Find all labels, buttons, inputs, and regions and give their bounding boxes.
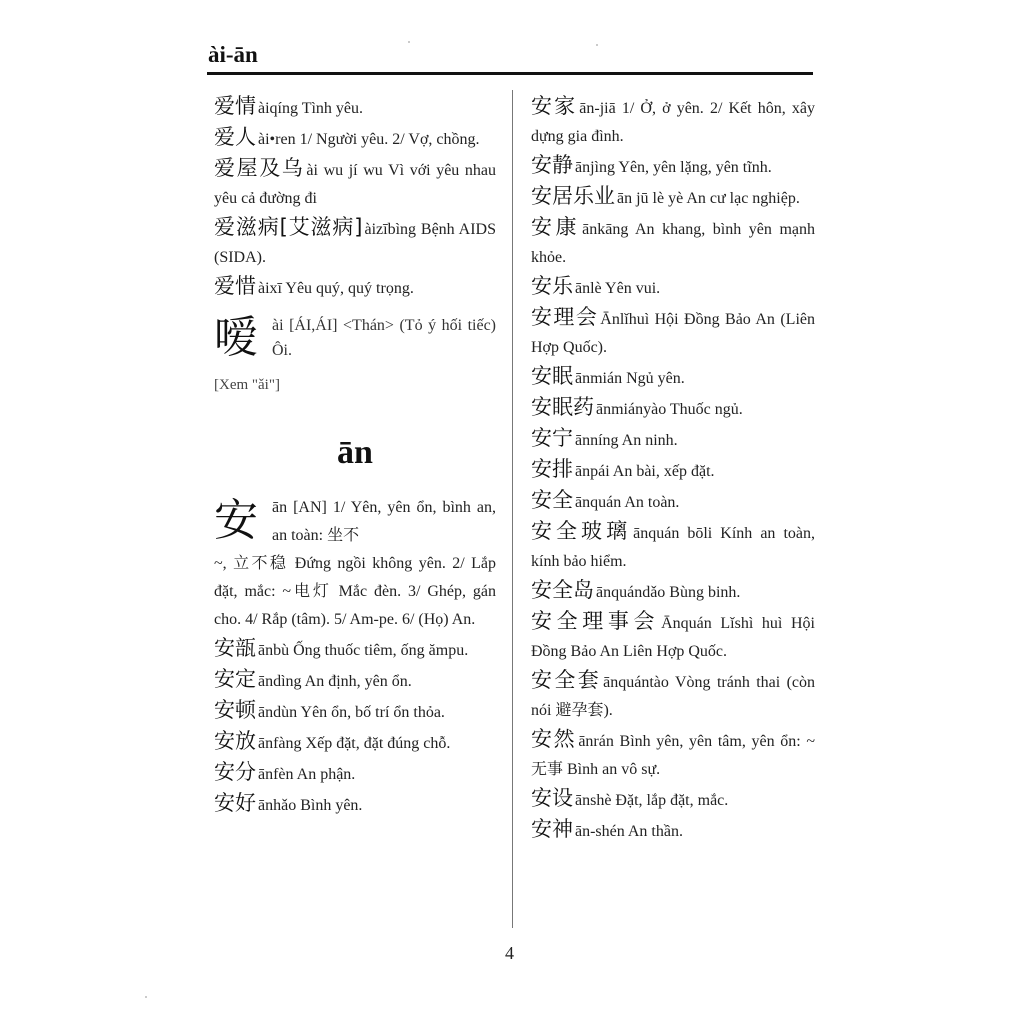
entry-definition: ānfàng Xếp đặt, đặt đúng chỗ. <box>258 735 451 752</box>
dictionary-entry <box>531 607 815 666</box>
entry-definition: ānhǎo Bình yên. <box>258 797 363 814</box>
entry-headword: 安分 <box>214 760 256 784</box>
dictionary-entry <box>531 815 815 846</box>
dictionary-entry <box>214 92 496 123</box>
entry-headword: 安神 <box>531 817 573 841</box>
entry-headword: 爱情 <box>214 94 256 118</box>
dictionary-entry <box>214 696 496 727</box>
entry-definition-first: ān [AN] 1/ Yên, yên ổn, bình an, an toàn: 坐不 <box>272 499 496 544</box>
entry-definition: ānjìng Yên, yên lặng, yên tĩnh. <box>575 159 772 176</box>
dictionary-entry <box>214 154 496 213</box>
entry-headword: 安定 <box>214 667 256 691</box>
entry-headword: 安全玻璃 <box>531 519 632 543</box>
entry-definition: ài•ren 1/ Người yêu. 2/ Vợ, chồng. <box>258 131 480 148</box>
dictionary-entry <box>531 486 815 517</box>
dictionary-entry <box>214 758 496 789</box>
dictionary-entry <box>531 517 815 576</box>
entry-definition: ān-shén An thần. <box>575 823 683 840</box>
entry-headword: 安排 <box>531 457 573 481</box>
scan-speck <box>596 44 598 46</box>
header-rule <box>207 72 813 75</box>
dictionary-entry <box>531 725 815 784</box>
entry-headword-large: 嗳 <box>214 312 258 363</box>
entry-headword: 安康 <box>531 215 581 239</box>
entry-definition: Ānlǐhuì Hội Đồng Bảo An (Liên Hợp Quốc). <box>531 311 815 356</box>
entry-headword: 爱滋病[艾滋病] <box>214 215 363 239</box>
entry-definition: ānpái An bài, xếp đặt. <box>575 463 715 480</box>
entry-headword: 安家 <box>531 94 578 118</box>
entry-definition: ān-jiā 1/ Ở, ở yên. 2/ Kết hôn, xây dựng gia đình. <box>531 100 816 145</box>
dictionary-entry <box>214 634 496 665</box>
entry-definition: ānníng An ninh. <box>575 432 678 449</box>
left-entries-bottom <box>214 634 496 820</box>
entry-definition: ānquán bōli Kính an toàn, kính bảo hiểm. <box>531 525 815 570</box>
entry-headword: 安好 <box>214 791 256 815</box>
entry-definition-continued: ~, 立不稳 Đứng ngồi không yên. 2/ Lắp đặt, mắc: ~电灯 Mắc đèn. 3/ Ghép, gán cho. 4/ Rắp (tâm). 5/ Am-pe. 6/ (Họ) An. <box>214 555 496 628</box>
entry-headword-large: 安 <box>214 495 258 546</box>
entry-definition: ānrán Bình yên, yên tâm, yên ổn: ~ 无事 Bình an vô sự. <box>531 733 816 778</box>
entry-definition: ài wu jí wu Vì với yêu nhau yêu cả đường đi <box>214 162 497 207</box>
entry-headword: 安全岛 <box>531 578 594 602</box>
dictionary-entry-ai <box>214 313 496 371</box>
entry-headword: 安理会 <box>531 305 599 329</box>
entry-headword: 安瓿 <box>214 636 256 660</box>
entry-definition: ānmián Ngủ yên. <box>575 370 685 387</box>
entry-headword: 爱屋及乌 <box>214 156 305 180</box>
scan-speck <box>145 996 147 998</box>
cross-reference: [Xem "ǎi"] <box>214 377 280 393</box>
entry-headword: 安全套 <box>531 668 602 692</box>
dictionary-entry <box>531 303 815 362</box>
entry-definition: ānbù Ống thuốc tiêm, ống ămpu. <box>258 642 469 659</box>
dictionary-entry <box>531 92 815 151</box>
page-number: 4 <box>505 943 514 963</box>
dictionary-entry <box>214 789 496 820</box>
entry-definition: ānmiányào Thuốc ngủ. <box>596 401 743 418</box>
entry-definition: ānshè Đặt, lắp đặt, mắc. <box>575 792 729 809</box>
entry-headword: 爱惜 <box>214 274 256 298</box>
entry-headword: 安设 <box>531 786 573 810</box>
entry-headword: 安眠药 <box>531 395 594 419</box>
dictionary-entry <box>531 393 815 424</box>
dictionary-entry-an <box>214 494 496 634</box>
entry-headword: 安宁 <box>531 426 573 450</box>
entry-headword: 安顿 <box>214 698 256 722</box>
dictionary-entry <box>531 666 815 725</box>
entry-definition: àizībìng Bệnh AIDS (SIDA). <box>214 221 497 266</box>
entry-headword: 安放 <box>214 729 256 753</box>
entry-headword: 安居乐业 <box>531 184 615 208</box>
right-column <box>531 92 815 846</box>
entry-definition: ānlè Yên vui. <box>575 280 661 297</box>
dictionary-entry <box>531 784 815 815</box>
dictionary-entry <box>531 213 815 272</box>
left-column <box>214 92 496 820</box>
entry-headword: 安然 <box>531 727 577 751</box>
entry-definition: ānquándǎo Bùng binh. <box>596 584 741 601</box>
dictionary-entry <box>531 272 815 303</box>
entry-headword: 安静 <box>531 153 573 177</box>
entry-definition: Ānquán Lǐshì huì Hội Đồng Bảo An Liên Hợp Quốc. <box>531 615 815 660</box>
entry-definition: ānfèn An phận. <box>258 766 356 783</box>
page-header-title: ài-ān <box>208 42 258 67</box>
entry-definition: ān jū lè yè An cư lạc nghiệp. <box>617 190 800 207</box>
dictionary-entry <box>531 424 815 455</box>
dictionary-entry <box>214 123 496 154</box>
dictionary-entry <box>214 665 496 696</box>
dictionary-entry <box>531 182 815 213</box>
entry-definition: ānquántào Vòng tránh thai (còn nói 避孕套). <box>531 674 816 719</box>
entry-definition: àixī Yêu quý, quý trọng. <box>258 280 414 297</box>
dictionary-entry <box>214 727 496 758</box>
column-divider <box>512 90 513 928</box>
dictionary-entry <box>531 576 815 607</box>
section-heading: ān <box>337 434 373 471</box>
dictionary-entry <box>214 213 496 272</box>
entry-headword: 安眠 <box>531 364 573 388</box>
entry-headword: 安全 <box>531 488 573 512</box>
entry-headword: 爱人 <box>214 125 256 149</box>
entry-definition: āndìng An định, yên ổn. <box>258 673 412 690</box>
entry-definition: àiqíng Tình yêu. <box>258 100 364 117</box>
dictionary-entry <box>531 151 815 182</box>
entry-definition: ài [ÁI,ÁI] <Thán> (Tỏ ý hối tiếc) Ôi. <box>272 317 496 359</box>
dictionary-entry <box>531 362 815 393</box>
entry-headword: 安乐 <box>531 274 573 298</box>
right-entries <box>531 92 815 846</box>
scan-speck <box>408 41 410 43</box>
dictionary-entry <box>214 272 496 303</box>
left-entries-top <box>214 92 496 303</box>
entry-definition: ānquán An toàn. <box>575 494 680 511</box>
dictionary-entry <box>531 455 815 486</box>
entry-definition: āndùn Yên ổn, bố trí ổn thỏa. <box>258 704 445 721</box>
entry-headword: 安全理事会 <box>531 609 660 633</box>
entry-definition: ānkāng An khang, bình yên mạnh khỏe. <box>531 221 815 266</box>
